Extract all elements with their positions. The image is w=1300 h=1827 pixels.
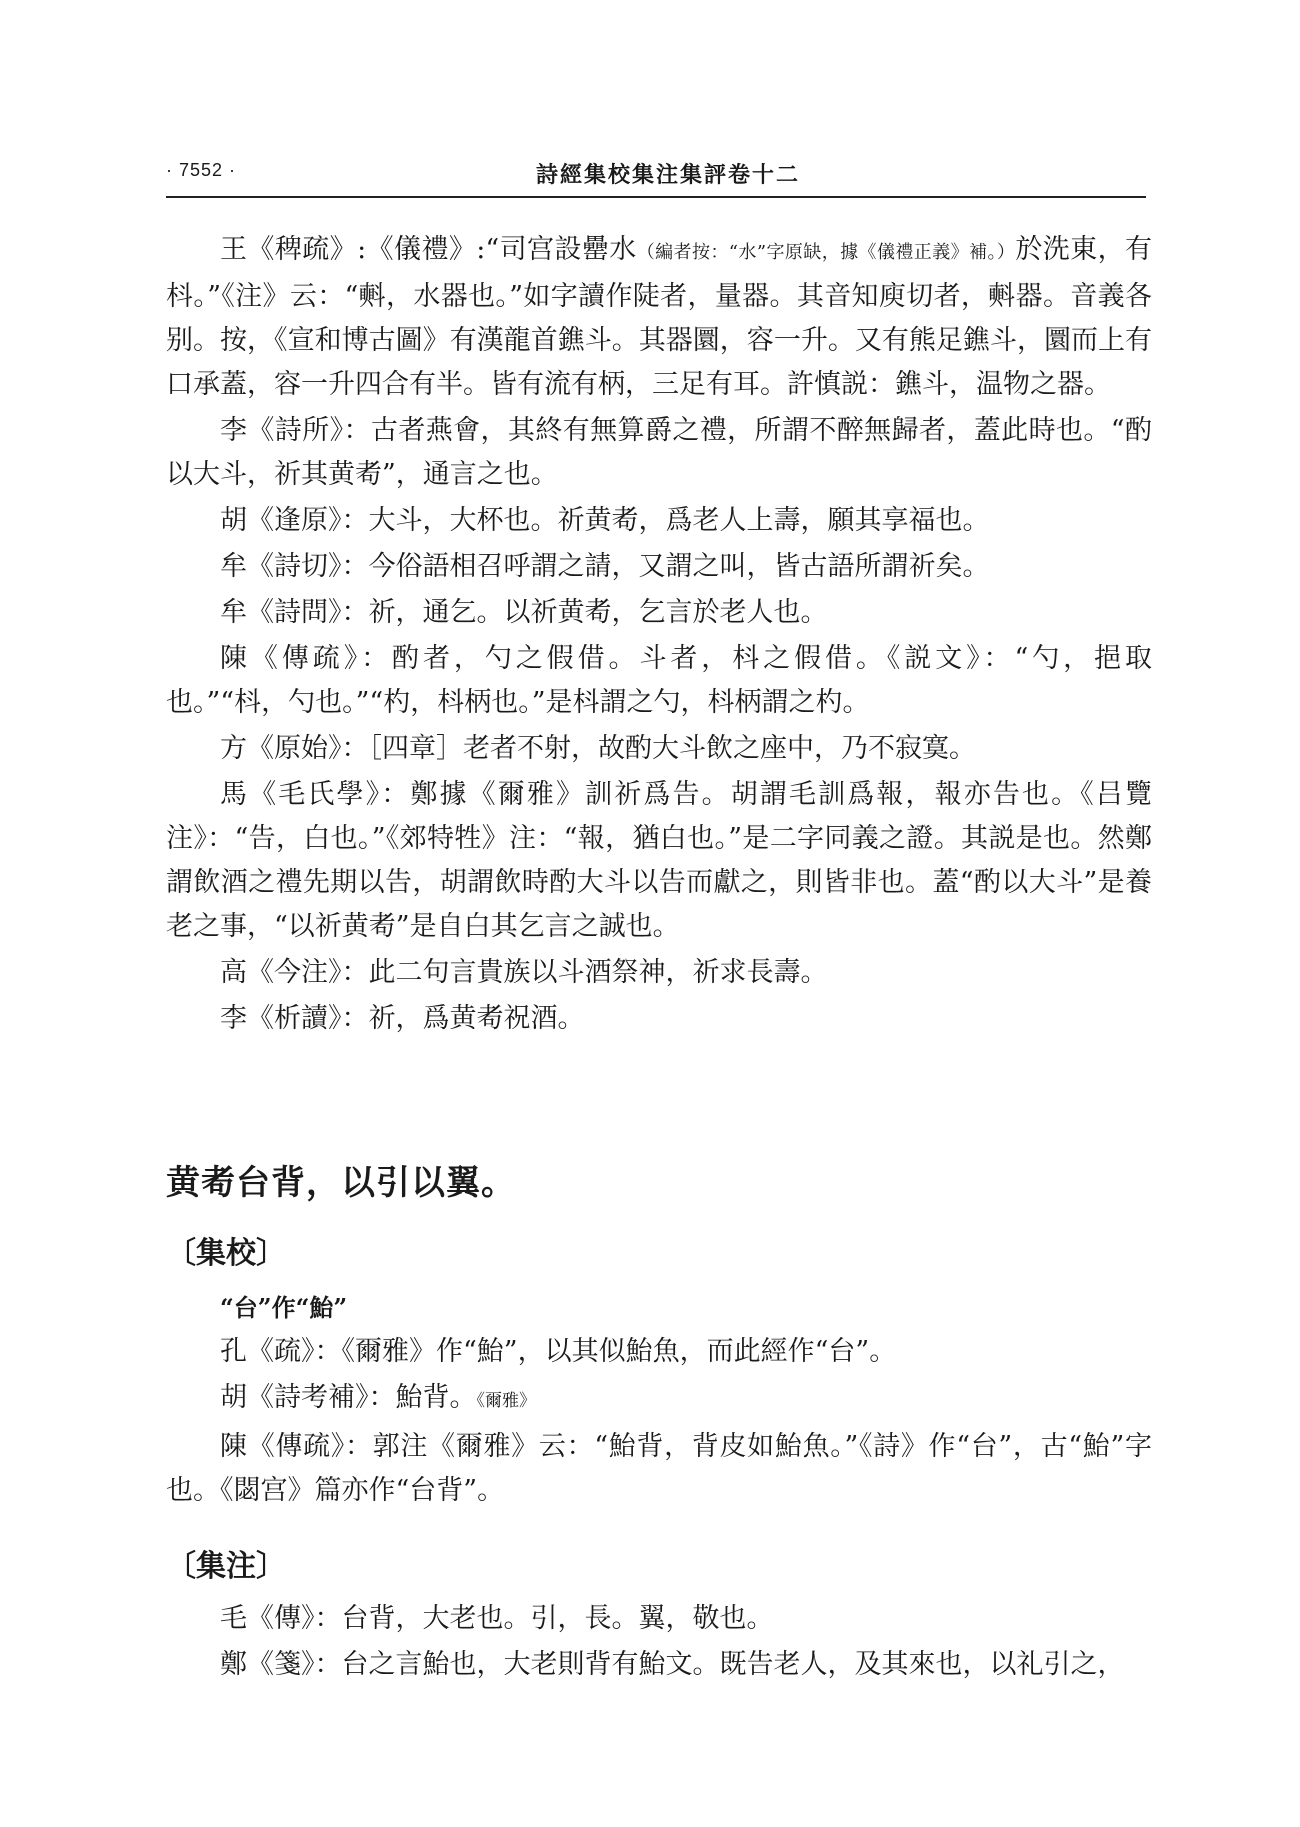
jijiao-section [166, 1232, 1152, 1515]
paragraph: 牟《詩切》：今俗語相召呼謂之請，又謂之叫，皆古語所謂祈矣。 [220, 551, 990, 582]
paragraph: 胡《逢原》：大斗，大杯也。祈黄耇，爲老人上壽，願其享福也。 [220, 505, 990, 536]
verse-heading: 黄耇台背，以引以翼。 [166, 1163, 516, 1203]
paragraph: 孔《疏》：《爾雅》作“鮐”，以其似鮐魚，而此經作“台”。 [220, 1336, 897, 1367]
paragraph: 毛《傳》：台背，大老也。引，長。翼，敬也。 [220, 1603, 774, 1634]
page-number: · 7552 · [166, 160, 237, 180]
paragraph-text: 胡《詩考補》：鮐背。 [220, 1382, 477, 1413]
paragraph: 牟《詩問》：祈，通乞。以祈黄耇，乞言於老人也。 [220, 597, 828, 628]
paragraph: 李《析讀》：祈，爲黄耇祝酒。 [220, 1003, 585, 1034]
paragraph: 陳《傳疏》：郭注《爾雅》云：“鮐背，背皮如鮐魚。”《詩》作“台”，古“鮐”字也。《閟宫》篇亦作“台背”。 [166, 1431, 1152, 1506]
jizhu-section [166, 1545, 1152, 1689]
section-heading: 〔集校〕 [166, 1236, 286, 1271]
header-rule [166, 196, 1146, 198]
running-title: 詩經集校集注集評卷十二 [536, 162, 801, 188]
page-header [166, 160, 1146, 190]
paragraph: 高《今注》：此二句言貴族以斗酒祭神，祈求長壽。 [220, 957, 828, 988]
paragraph-wang [166, 228, 1152, 407]
paragraph-text: 王《稗疏》:《儀禮》:“司宫設罍水 [220, 234, 637, 265]
editor-note: （編者按：“水”字原缺，據《儀禮正義》補。） [636, 242, 1016, 263]
section-heading: 〔集注〕 [166, 1549, 286, 1584]
variant-subheading: “台”作“鮐” [220, 1293, 348, 1322]
paragraph: 李《詩所》：古者燕會，其終有無算爵之禮，所謂不醉無歸者，蓋此時也。“酌以大斗，祈其黄耇”，通言之也。 [166, 415, 1152, 490]
paragraph: 陳《傳疏》：酌者，勺之假借。斗者，枓之假借。《説文》：“勺，挹取也。”“枓，勺也。”“杓，枓柄也。”是枓謂之勺，枓柄謂之杓。 [166, 643, 1152, 718]
commentary-body [166, 228, 1152, 1043]
source-note: 《爾雅》 [476, 1391, 536, 1411]
paragraph: 鄭《箋》：台之言鮐也，大老則背有鮐文。既告老人，及其來也，以礼引之， [220, 1649, 1125, 1680]
paragraph: 馬《毛氏學》：鄭據《爾雅》訓祈爲告。胡謂毛訓爲報，報亦告也。《吕覽注》：“告，白也。”《郊特牲》注：“報，猶白也。”是二字同義之證。其説是也。然鄭謂飲酒之禮先期以告，胡謂飲時酌大斗以告而獻之，則皆非也。蓋“酌以大斗”是養老之事，“以祈黄耇”是自白其乞言之誠也。 [166, 779, 1152, 942]
paragraph-text: 於洗東，有枓。”《注》云：“㪺，水器也。”如字讀作陡者，量器。其音知庾切者，㪺器。音義各别。按，《宣和博古圖》有漢龍首鐎斗。其器圜，容一升。又有熊足鐎斗，圜而上有口承蓋，容一升四合有半。皆有流有柄，三足有耳。許慎説：鐎斗，温物之器。 [166, 234, 1153, 400]
paragraph: 方《原始》：［四章］老者不射，故酌大斗飲之座中，乃不寂寞。 [220, 733, 976, 764]
paragraph [166, 1376, 1152, 1423]
